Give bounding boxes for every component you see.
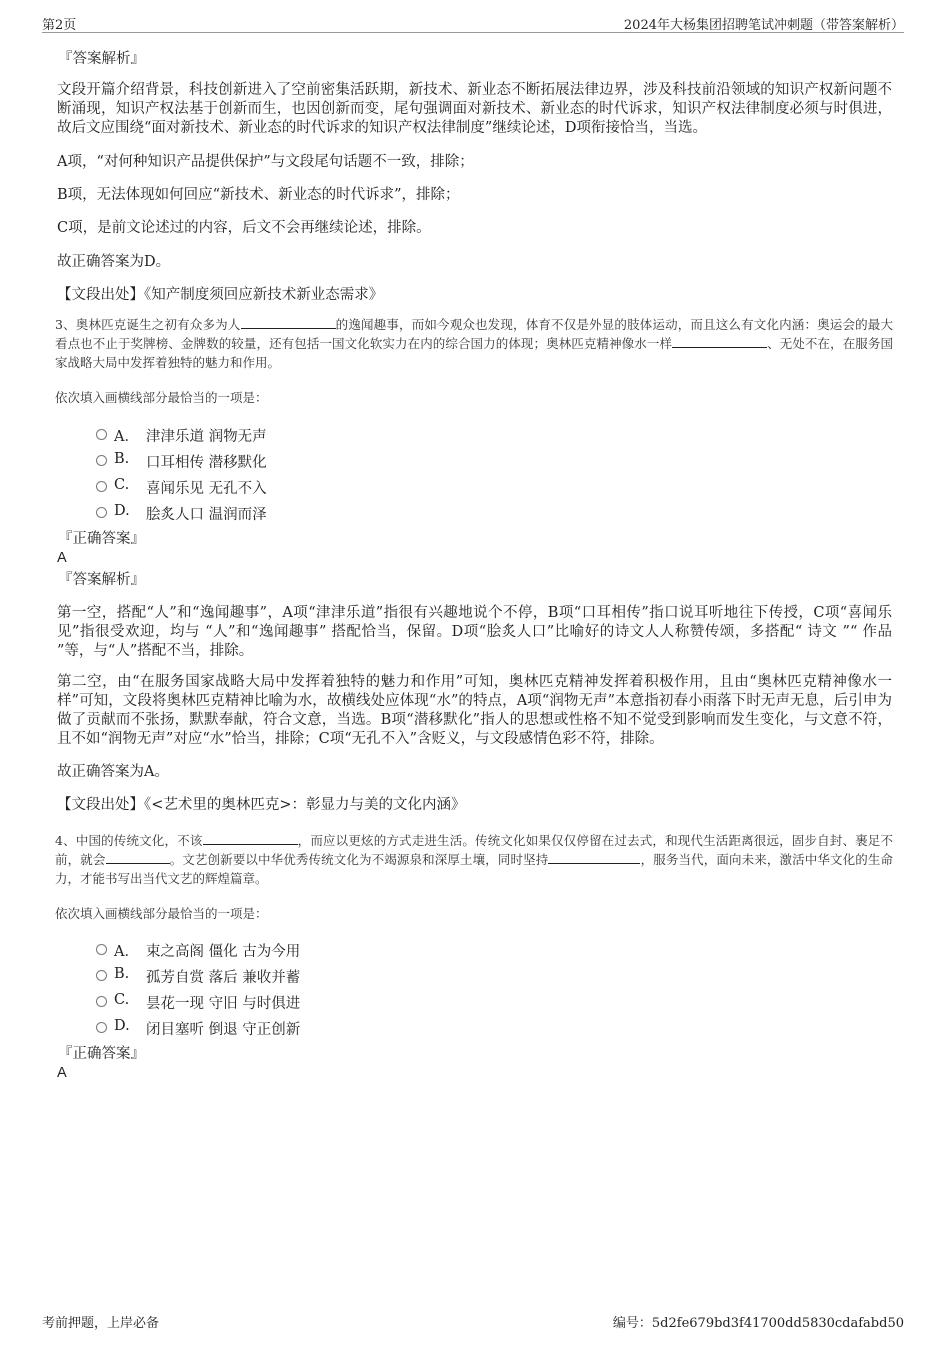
option-text: 闭目塞听 倒退 守正创新	[146, 1022, 301, 1038]
q2-source: 【文段出处】《知产制度须回应新技术新业态需求》	[57, 287, 384, 303]
option-text: 束之高阁 僵化 古为今用	[146, 944, 301, 960]
radio-button[interactable]	[96, 455, 107, 466]
q2-analysis-option-c: C项，是前文论述过的内容，后文不会再继续论述，排除。	[57, 220, 431, 236]
option-text: 津津乐道 润物无声	[146, 429, 267, 445]
q3-analysis-paragraph-1: 第一空，搭配“人”和“逸闻趣事”，A项“津津乐道”指很有兴趣地说个不停，B项“口耳相传”指口说耳听地往下传授，C项“喜闻乐见”指很受欢迎，均与 “人”和“逸闻趣事” 搭配恰当，保留。D项“脍炙人口”比喻好的诗文人人称赞传颂，多搭配“ 诗文 ”“ 作品 ”等，与“人”搭配不当，排除。	[57, 605, 892, 659]
option-text: 昙花一现 守旧 与时俱进	[146, 996, 301, 1012]
q3-source: 【文段出处】《<艺术里的奥林匹克>：彰显力与美的文化内涵》	[57, 797, 466, 813]
radio-button[interactable]	[96, 1022, 107, 1033]
radio-button[interactable]	[96, 507, 107, 518]
blank-line	[672, 334, 767, 348]
option-label: A．	[114, 429, 139, 445]
q2-analysis-title: 『答案解析』	[58, 51, 145, 67]
blank-line	[106, 850, 170, 864]
option-text: 脍炙人口 温润而泽	[146, 507, 267, 523]
q4-answer: A	[57, 1065, 67, 1081]
q3-stem: 3、奥林匹克诞生之初有众多为人 的逸闻趣事，而如今观众也发现，体育不仅是外显的肢体运动，而且这么有文化内涵：奥运会的最大看点也不止于奖牌榜、金牌数的较量，还有包括一国文化软实力在内的综合国力的体现；奥林匹克精神像水一样 、无处不在，在服务国家战略大局中发挥着独特的魅力和作用。	[55, 317, 893, 370]
document-id: 编号：5d2fe679bd3f41700dd5830cdafabd50	[612, 1316, 904, 1331]
option-label: C.	[114, 477, 130, 493]
option-text: 口耳相传 潜移默化	[146, 455, 267, 471]
q3-answer: A	[57, 550, 67, 566]
radio-button[interactable]	[96, 481, 107, 492]
page-number: 第2页	[42, 18, 77, 33]
q3-analysis-title: 『答案解析』	[58, 572, 145, 588]
blank-line	[241, 315, 336, 329]
option-label: B.	[114, 966, 130, 982]
radio-button[interactable]	[96, 970, 107, 981]
q2-analysis-option-a: A项，“对何种知识产品提供保护”与文段尾句话题不一致，排除；	[57, 154, 474, 170]
blank-line	[203, 831, 298, 845]
footer-slogan: 考前押题，上岸必备	[42, 1316, 160, 1331]
q3-analysis-paragraph-2: 第二空，由“在服务国家战略大局中发挥着独特的魅力和作用”可知，奥林匹克精神发挥着积极作用，且由“奥林匹克精神像水一样”可知，文段将奥林匹克精神比喻为水，故横线处应体现“水”的特点，A项“润物无声”本意指初春小雨落下时无声无息，后引申为做了贡献而不张扬，默默奉献，符合文意，当选。B项“潜移默化”指人的思想或性格不知不觉受到影响而发生变化，与文意不符，且不如“润物无声”对应“水”恰当，排除；C项“无孔不入”含贬义，与文段感情色彩不符，排除。	[57, 674, 892, 747]
q2-analysis-option-b: B项，无法体现如何回应“新技术、新业态的时代诉求”，排除；	[57, 187, 460, 203]
radio-button[interactable]	[96, 944, 107, 955]
radio-button[interactable]	[96, 996, 107, 1007]
page-header	[42, 12, 904, 33]
q2-analysis-paragraph: 文段开篇介绍背景，科技创新进入了空前密集活跃期，新技术、新业态不断拓展法律边界，涉及科技前沿领域的知识产权新问题不断涌现，知识产权法基于创新而生，也因创新而变，尾句强调面对新技术、新业态的时代诉求，知识产权法律制度必须与时俱进，故后文应围绕“面对新技术、新业态的时代诉求的知识产权法律制度”继续论述，D项衔接恰当，当选。	[57, 82, 892, 136]
q3-conclusion: 故正确答案为A。	[57, 764, 169, 780]
option-text: 喜闻乐见 无孔不入	[146, 481, 267, 497]
option-text: 孤芳自赏 落后 兼收并蓄	[146, 970, 301, 986]
option-label: D.	[114, 503, 130, 519]
option-label: B.	[114, 451, 130, 467]
q3-prompt: 依次填入画横线部分最恰当的一项是：	[55, 390, 268, 405]
q2-conclusion: 故正确答案为D。	[57, 254, 171, 270]
q4-stem: 4、中国的传统文化，不该 ，而应以更炫的方式走进生活。传统文化如果仅仅停留在过去式，和现代生活距离很远，固步自封、裹足不前，就会 。文艺创新要以中华优秀传统文化为不竭源泉和深厚土壤，同时坚持 ，服务当代，面向未来，激活中华文化的生命力，才能书写出当代文艺的辉煌篇章。	[55, 833, 893, 886]
blank-line	[548, 850, 640, 864]
document-title: 2024年大杨集团招聘笔试冲刺题（带答案解析）	[623, 18, 904, 33]
option-label: A．	[114, 944, 139, 960]
q4-answer-title: 『正确答案』	[58, 1046, 145, 1062]
option-label: C.	[114, 992, 130, 1008]
q3-answer-title: 『正确答案』	[58, 531, 145, 547]
option-label: D.	[114, 1018, 130, 1034]
radio-button[interactable]	[96, 429, 107, 440]
q4-prompt: 依次填入画横线部分最恰当的一项是：	[55, 906, 268, 921]
